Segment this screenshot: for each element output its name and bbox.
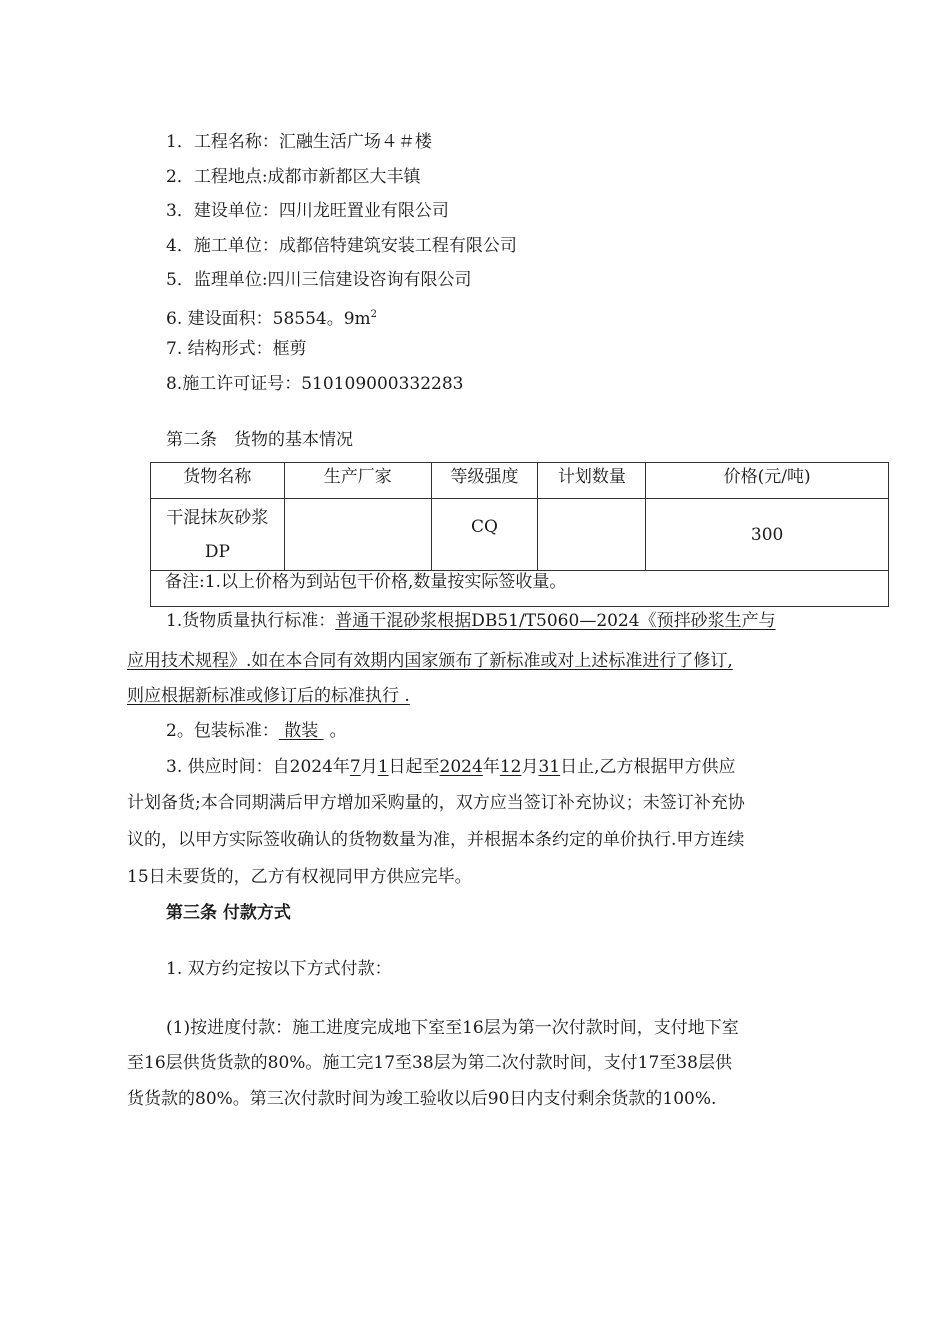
builder-value: 四川龙旺置业有限公司 [278,201,449,221]
project-name-line [166,131,432,153]
cell-price: 300 [646,499,889,571]
quality-standard-text-1: 普通干混砂浆根据DB51/T5060—2024《预拌砂浆生产与 [335,611,776,631]
supply-line3: 议的，以甲方实际签收确认的货物数量为准，并根据本条约定的单价执行.甲方连续 [127,830,745,850]
supply-start-day: 1 [377,757,389,777]
area-label: 6. 建设面积： [166,309,273,329]
project-name-value: 汇融生活广场４＃楼 [278,132,432,152]
supply-line2: 计划备货;本合同期满后甲方增加采购量的，双方应当签订补充协议；未签订补充协 [127,793,745,813]
goods-name-line2: DP [204,541,230,562]
project-name-label: 1．工程名称： [166,132,279,152]
supply-end-month: 12 [499,757,522,777]
project-location-line [166,166,421,188]
cell-manufacturer [284,499,431,571]
cell-quantity [538,499,646,571]
quality-standard-text-3: 则应根据新标准或修订后的标准执行 . [127,686,410,706]
quality-line3 [127,685,410,707]
cell-grade: CQ [431,499,538,571]
table-row [151,499,889,571]
supply-line1 [166,756,736,778]
supervisor-value: 四川三信建设咨询有限公司 [267,270,472,290]
structure-value: 框剪 [272,339,307,359]
table-header-row [151,463,889,499]
payment-item1: 1. 双方约定按以下方式付款： [166,959,392,979]
quality-line1 [166,610,776,632]
header-manufacturer: 生产厂家 [284,463,431,499]
contractor-value: 成都倍特建筑安装工程有限公司 [278,236,517,256]
header-grade: 等级强度 [431,463,538,499]
supervisor-line [166,269,472,291]
quality-line2 [127,650,733,672]
table-note: 备注:1.以上价格为到站包干价格,数量按实际签收量。 [151,571,889,607]
quality-standard-text-2: 应用技术规程》.如在本合同有效期内国家颁布了新标准或对上述标准进行了修订, [127,651,733,671]
packaging-tail: 。 [329,721,347,741]
supply-p4: 年 [482,757,500,777]
article2-title: 第二条 货物的基本情况 [166,430,353,450]
permit-label: 8.施工许可证号： [166,374,302,394]
header-price: 价格(元/吨) [646,463,889,499]
supply-p5: 月 [521,757,539,777]
contractor-label: 4．施工单位： [166,236,279,256]
header-quantity: 计划数量 [538,463,646,499]
payment-p1-line2: 至16层供货货款的80%。施工完17至38层为第二次付款时间，支付17至38层供 [127,1053,732,1073]
supply-p1: 3. 供应时间：自2024年 [166,757,350,777]
supply-p6: 日止,乙方根据甲方供应 [560,757,736,777]
supply-p3: 日起至 [388,757,440,777]
area-line [166,304,377,330]
packaging-value: 散装 [278,721,324,741]
article3-title: 第三条 付款方式 [166,903,291,923]
supply-end-year: 2024 [439,757,483,777]
goods-name-line1: 干混抹灰砂浆 [166,507,269,528]
structure-label: 7. 结构形式： [166,339,273,359]
supply-line4: 15日未要货的，乙方有权视同甲方供应完毕。 [127,867,472,887]
project-location-label: 2．工程地点: [166,167,268,187]
table-note-row [151,571,889,607]
permit-value: 510109000332283 [301,374,464,394]
payment-p1-line3: 货货款的80%。第三次付款时间为竣工验收以后90日内支付剩余货款的100%. [127,1089,717,1109]
cell-goods-name [151,499,285,571]
area-superscript: 2 [370,309,378,320]
structure-line [166,338,307,360]
quality-lead: 1.货物质量执行标准： [166,611,336,631]
header-goods-name: 货物名称 [151,463,285,499]
supply-end-day: 31 [538,757,561,777]
builder-line [166,200,449,222]
payment-p1-line1: (1)按进度付款：施工进度完成地下室至16层为第一次付款时间，支付地下室 [166,1018,739,1038]
supply-p2: 月 [360,757,378,777]
area-value: 58554。9m [272,309,371,329]
packaging-line [166,720,347,742]
packaging-lead: 2。包装标准： [166,721,279,741]
contractor-line [166,235,517,257]
permit-line [166,373,463,395]
supply-start-month: 7 [349,757,361,777]
builder-label: 3．建设单位： [166,201,279,221]
goods-table [150,462,889,607]
project-location-value: 成都市新都区大丰镇 [267,167,421,187]
supervisor-label: 5．监理单位: [166,270,268,290]
